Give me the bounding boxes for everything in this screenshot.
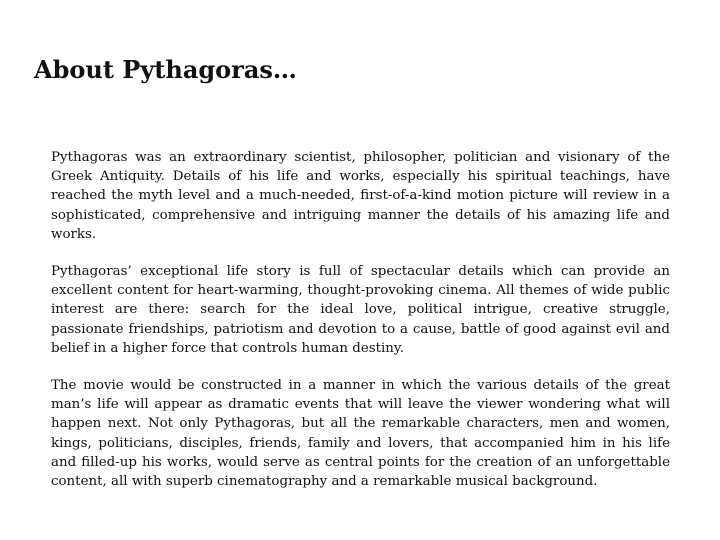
paragraph-intro: Pythagoras was an extraordinary scientist, philosopher, politician and visionary of the Greek Antiquity. Details of his life and works, especially his spiritual teachings, have reached the myth level and a much-needed, first-of-a-kind motion picture will review in a sophisticated, comprehensive and intriguing manner the details of his amazing life and works. bbox=[51, 150, 670, 242]
paragraph-movie-concept: The movie would be constructed in a manner in which the various details of the great man’s life will appear as dramatic events that will leave the viewer wondering what will happen next. Not only Pythagoras, but all the remarkable characters, men and women, kings, politicians, disciples, friends, family and lovers, that accompanied him in his life and filled-up his works, would serve as central points for the creation of an unforgettable content, all with superb cinematography and a remarkable musical background. bbox=[51, 378, 670, 490]
paragraph-life-story: Pythagoras’ exceptional life story is full of spectacular details which can provide an excellent content for heart-warming, thought-provoking cinema. All themes of wide public interest are there: search for the ideal love, political intrigue, creative struggle, passionate friendships, patriotism and devotion to a cause, battle of good against evil and belief in a higher force that controls human destiny. bbox=[51, 264, 670, 356]
slide-body bbox=[51, 148, 670, 509]
slide-title: About Pythagoras… bbox=[34, 55, 297, 84]
